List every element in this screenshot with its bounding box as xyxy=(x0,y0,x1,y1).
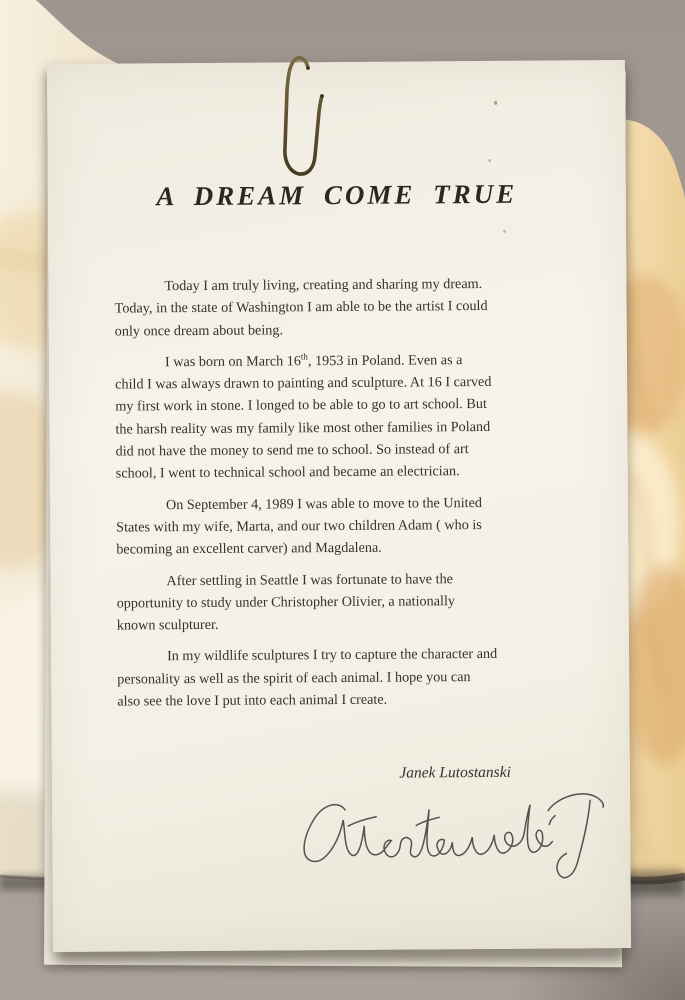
paragraph xyxy=(116,567,568,637)
text-line: becoming an excellent carver) and Magdalena. xyxy=(116,539,382,558)
text-line: opportunity to study under Christopher Olivier, a nationally xyxy=(116,593,456,612)
page-title: A DREAM COME TRUE xyxy=(156,178,518,212)
text-line: On September 4, 1989 I was able to move to the United xyxy=(165,494,483,513)
text-span: , 1953 in Poland. Even as a xyxy=(307,352,463,370)
paper-speck xyxy=(503,230,506,233)
paper-speck xyxy=(494,101,497,105)
text-line: personality as well as the spirit of each animal. I hope you can xyxy=(117,668,471,688)
paper-speck xyxy=(489,159,491,162)
text-line: child I was always drawn to painting and sculpture. At 16 I carved xyxy=(115,374,492,393)
text-line: known sculpturer. xyxy=(116,617,219,634)
paragraph xyxy=(114,272,566,342)
text-line: Today, in the state of Washington I am able to be the artist I could xyxy=(114,298,488,317)
text-span: I was born on March 16 xyxy=(164,353,301,371)
text-line: only once dream about being. xyxy=(114,321,284,340)
text-line: In my wildlife sculptures I try to capture the character and xyxy=(166,646,498,665)
paperclip xyxy=(276,50,330,180)
text-line: States with my wife, Marta, and our two children Adam ( who is xyxy=(116,516,482,536)
superscript: th xyxy=(300,351,308,362)
text-line xyxy=(115,348,567,373)
paragraph xyxy=(115,348,568,485)
paragraph xyxy=(117,643,569,713)
text-line: also see the love I put into each animal I create. xyxy=(117,691,388,710)
text-line: did not have the money to send me to school. So instead of art xyxy=(115,441,469,460)
text-line: school, I went to technical school and became an electrician. xyxy=(115,463,460,482)
text-line: my first work in stone. I longed to be able to go to art school. But xyxy=(115,396,487,416)
artist-statement-page xyxy=(47,60,631,952)
text-line: the harsh reality was my family like most other families in Poland xyxy=(115,418,491,438)
statement-body xyxy=(114,272,569,712)
typed-signature: Janek Lutostanski xyxy=(399,763,511,782)
handwritten-signature-ink xyxy=(292,782,631,897)
paragraph xyxy=(116,491,568,561)
text-line: Today I am truly living, creating and sharing my dream. xyxy=(164,275,483,295)
text-line: After settling in Seattle I was fortunate to have the xyxy=(166,570,453,589)
